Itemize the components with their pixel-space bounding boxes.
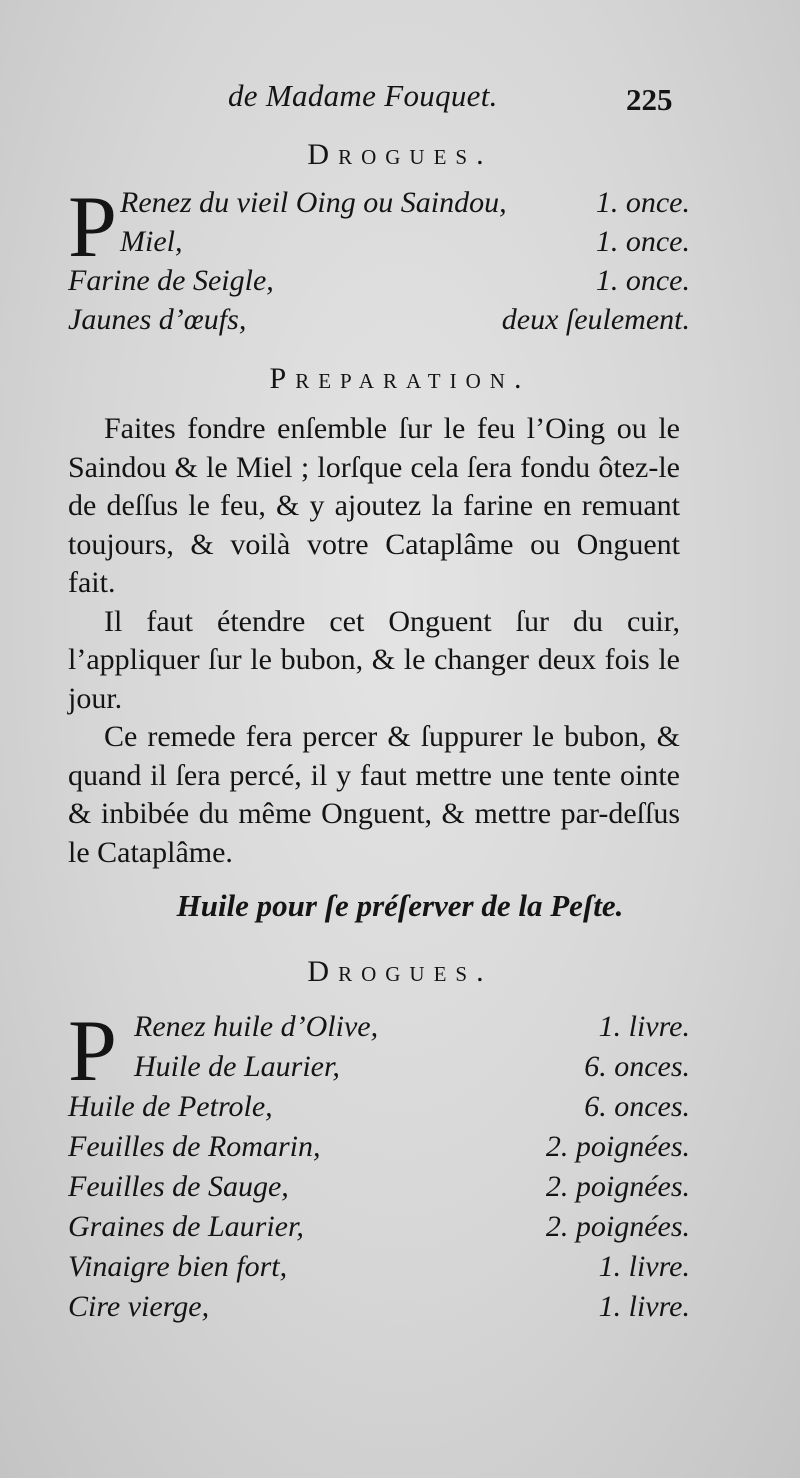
ingredient-name: Vinaigre bien fort, <box>68 1250 288 1283</box>
drop-cap-letter: P <box>68 1003 117 1100</box>
paragraph: Faites fondre enſemble ſur le feu l’Oing ou le Saindou & le Miel ; lorſque cela ſera fondu ôtez-le de deſſus le feu, & y ajoutez la farine en remuant toujours, & voilà votre Cataplâme ou Onguent fait. <box>68 412 680 599</box>
ingredient-row <box>68 1250 690 1290</box>
ingredient-name: Feuilles de Sauge, <box>68 1170 289 1203</box>
paragraph: Il faut étendre cet Onguent ſur du cuir, l’appliquer ſur le bubon, & le changer deux fois le jour. <box>68 604 680 715</box>
ingredient-list-2 <box>68 1003 690 1330</box>
ingredient-row <box>68 1210 690 1250</box>
ingredient-quantity: deux ſeulement. <box>501 303 690 336</box>
ingredient-name: Miel, <box>120 225 183 258</box>
ingredient-quantity: 2. poignées. <box>545 1210 690 1243</box>
ingredient-quantity: 2. poignées. <box>545 1130 690 1163</box>
ingredient-row <box>68 225 690 264</box>
ingredient-name: Farine de Seigle, <box>68 264 274 297</box>
ingredient-quantity: 1. livre. <box>598 1250 690 1283</box>
ingredient-quantity: 6. onces. <box>584 1050 690 1083</box>
ingredient-quantity: 1. once. <box>595 225 690 258</box>
ingredient-name: Huile de Laurier, <box>134 1050 340 1083</box>
ingredient-row <box>68 1130 690 1170</box>
section-heading-drogues-1: Drogues. <box>307 138 493 171</box>
ingredient-row <box>68 1290 690 1330</box>
ingredient-row <box>68 264 690 303</box>
drop-cap-letter: P <box>68 179 117 276</box>
running-title: de Madame Fouquet. <box>228 78 498 113</box>
page-header <box>0 78 800 128</box>
ingredient-quantity: 1. livre. <box>598 1290 690 1323</box>
section-heading-drogues-2: Drogues. <box>307 955 493 988</box>
ingredient-name: Huile de Petrole, <box>68 1090 273 1123</box>
ingredient-row <box>68 1170 690 1210</box>
recipe-title: Huile pour ſe préſerver de la Peſte. <box>176 888 624 923</box>
paragraph: Ce remede fera percer & ſuppurer le bubon, & quand il ſera percé, il y faut mettre une tente ointe & inbibée du même Onguent, & mettre par-deſſus le Cataplâme. <box>68 720 680 869</box>
ingredient-row <box>68 186 690 225</box>
ingredient-row <box>68 1010 690 1050</box>
ingredient-row <box>68 1090 690 1130</box>
ingredient-name: Feuilles de Romarin, <box>68 1130 321 1163</box>
preparation-text <box>68 410 680 872</box>
ingredient-quantity: 2. poignées. <box>545 1170 690 1203</box>
ingredient-name: Renez huile d’Olive, <box>134 1010 379 1043</box>
section-heading-preparation: Preparation. <box>269 362 531 395</box>
ingredient-quantity: 1. once. <box>595 264 690 297</box>
ingredient-name: Renez du vieil Oing ou Saindou, <box>120 186 507 219</box>
ingredient-quantity: 1. livre. <box>598 1010 690 1043</box>
page-number: 225 <box>626 82 673 117</box>
ingredient-row <box>68 1050 690 1090</box>
ingredient-quantity: 1. once. <box>595 186 690 219</box>
ingredient-row <box>68 303 690 342</box>
ingredient-quantity: 6. onces. <box>584 1090 690 1123</box>
ingredient-name: Jaunes d’œufs, <box>68 303 247 336</box>
ingredient-list-1 <box>68 179 690 342</box>
ingredient-name: Cire vierge, <box>68 1290 210 1323</box>
ingredient-name: Graines de Laurier, <box>68 1210 304 1243</box>
